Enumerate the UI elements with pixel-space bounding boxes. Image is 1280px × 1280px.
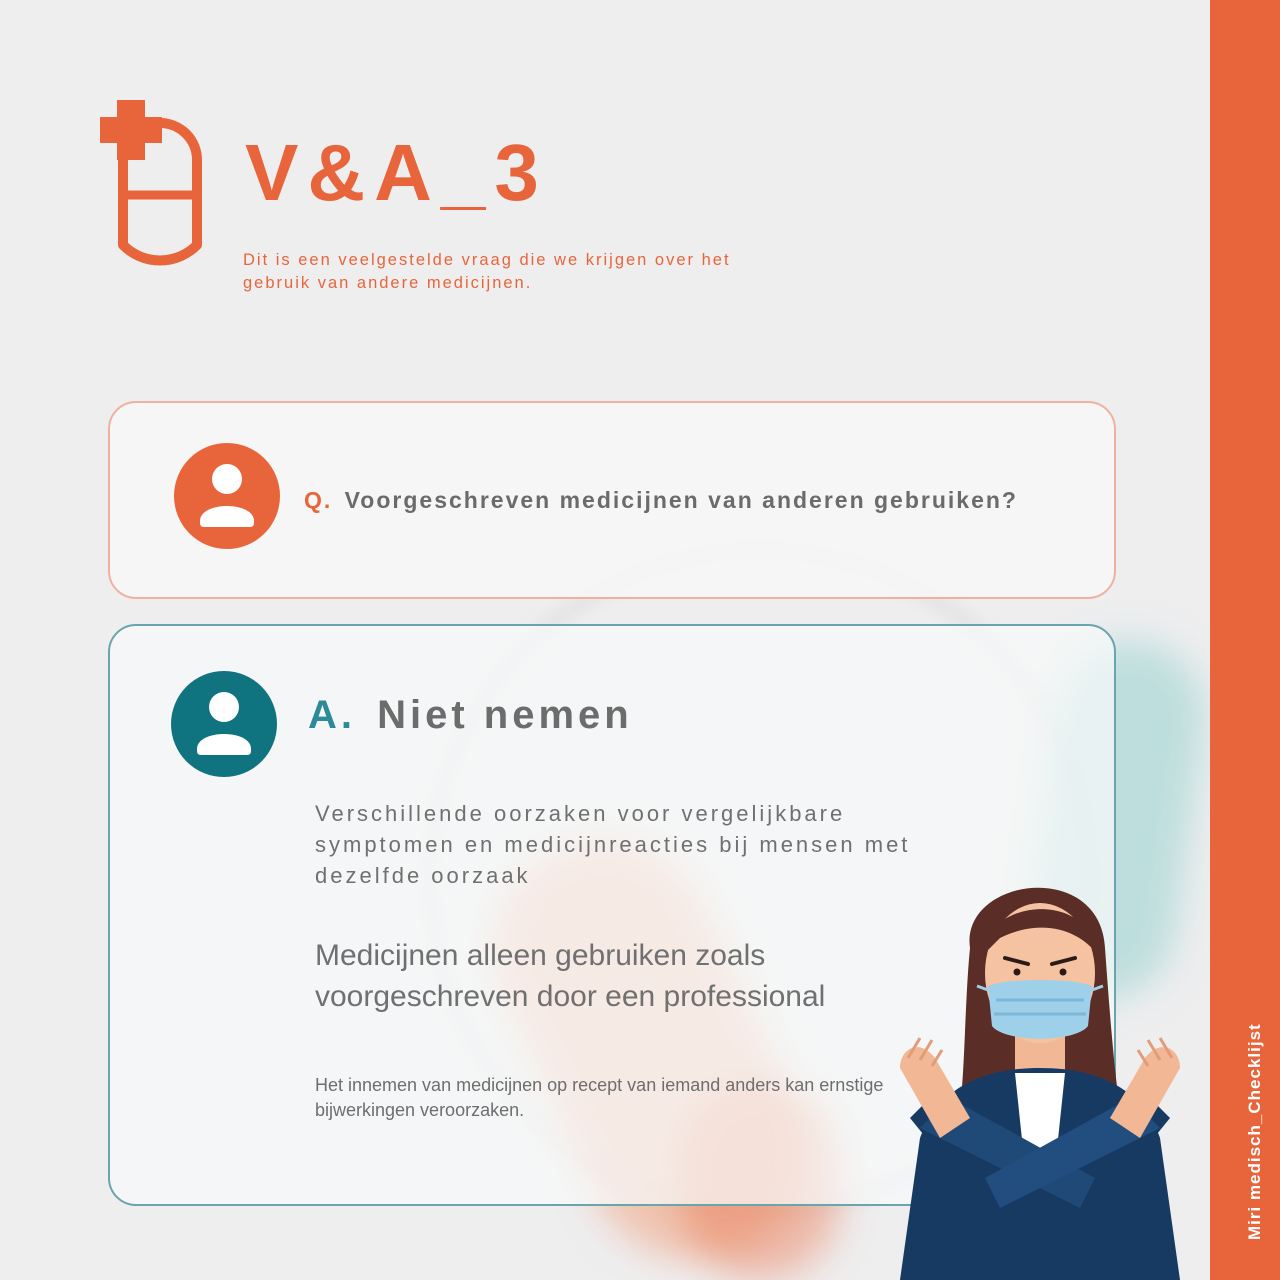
page-title: V&A_3: [245, 128, 548, 217]
answer-paragraph-2: Medicijnen alleen gebruiken zoals voorgeschreven door een professional: [315, 939, 826, 1013]
question-label: Voorgeschreven medicijnen van anderen gebruiken?: [344, 487, 1018, 513]
question-text: [304, 487, 1018, 514]
question-user-icon: [174, 443, 280, 549]
pill-plus-icon: [95, 95, 215, 275]
answer-title: Niet nemen: [377, 693, 633, 737]
answer-prefix: A.: [308, 693, 356, 737]
answer-paragraph-1: Verschillende oorzaken voor vergelijkbare symptomen en medicijnreacties bij mensen met dezelfde oorzaak: [315, 801, 911, 888]
answer-heading: [308, 693, 633, 738]
answer-paragraph-3: Het innemen van medicijnen op recept van iemand anders kan ernstige bijwerkingen veroorzaken.: [315, 1075, 884, 1120]
page-subtitle: Dit is een veelgestelde vraag die we krijgen over het gebruik van andere medicijnen.: [243, 251, 731, 292]
woman-with-mask-illustration: [880, 868, 1200, 1280]
answer-user-icon: [171, 671, 277, 777]
question-prefix: Q.: [304, 487, 333, 513]
brand-label: Miri medisch_Checklijst: [1245, 1023, 1264, 1240]
